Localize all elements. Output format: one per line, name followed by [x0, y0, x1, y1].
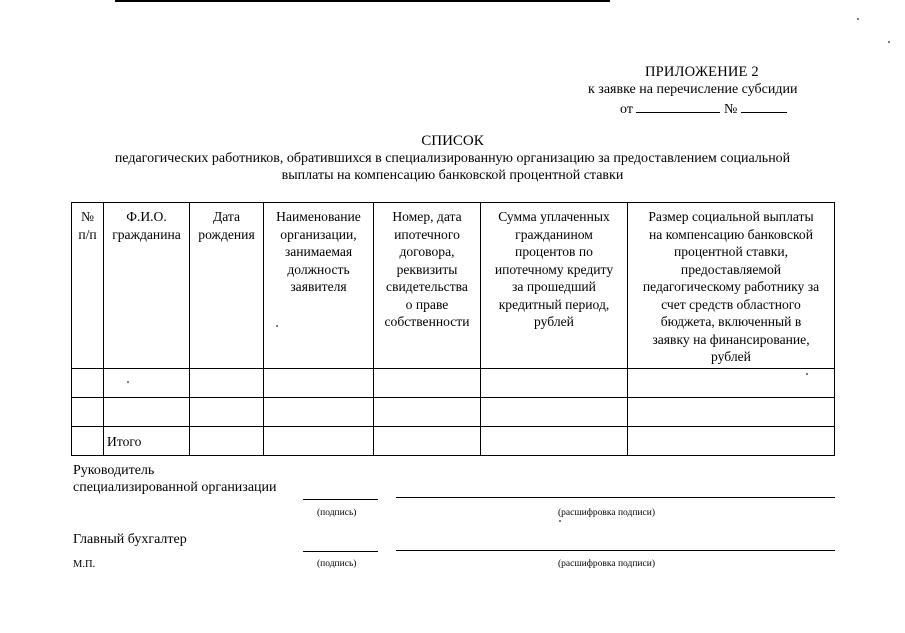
header-cell-full-name: Ф.И.О. гражданина: [104, 203, 190, 369]
table-cell: [374, 426, 481, 455]
accountant-title: Главный бухгалтер: [73, 532, 187, 547]
recipients-table: [71, 202, 835, 456]
appendix-reference: [620, 100, 787, 118]
ref-number-blank: [741, 100, 787, 113]
accountant-signature-caption: (подпись): [317, 559, 357, 569]
header-cell-number: № п/п: [72, 203, 104, 369]
table-cell: [190, 397, 264, 426]
table-cell: [374, 397, 481, 426]
table-cell: [481, 368, 628, 397]
table-cell: [190, 426, 264, 455]
table-cell: [628, 397, 835, 426]
table-row: [72, 368, 835, 397]
appendix-subtitle: к заявке на перечисление субсидии: [588, 82, 798, 97]
header-cell-interest-paid: Сумма уплаченных гражданином процентов по ипотечному кредиту за прошедший кредитный период, рублей: [481, 203, 628, 369]
table-cell: [628, 368, 835, 397]
table-row: [72, 397, 835, 426]
ref-date-blank: [636, 100, 720, 113]
table-cell: [190, 368, 264, 397]
table-cell: [374, 368, 481, 397]
table-cell: [481, 397, 628, 426]
head-signature-line: [303, 499, 378, 500]
header-cell-organization: Наименование организации, занимаемая должность заявителя: [264, 203, 374, 369]
table-cell: [104, 368, 190, 397]
stamp-place-label: М.П.: [73, 559, 96, 570]
document-subtitle-line-1: педагогических работников, обратившихся в специализированную организацию за предоставлением социальной: [114, 151, 791, 166]
header-cell-mortgage-contract: Номер, дата ипотечного договора, реквизиты свидетельства о праве собственности: [374, 203, 481, 369]
document-title: СПИСОК: [421, 133, 484, 149]
table-cell: [628, 426, 835, 455]
accountant-signature-line: [303, 551, 378, 552]
table-cell: [264, 397, 374, 426]
scan-top-edge-line: [115, 0, 610, 2]
scan-speck: [559, 520, 561, 522]
head-signature-caption: (подпись): [317, 508, 357, 518]
table-total-row: [72, 426, 835, 455]
table-cell: [264, 368, 374, 397]
header-cell-payment-amount: Размер социальной выплаты на компенсацию банковской процентной ставки, предоставляемой педагогическому работнику за счет средств областного бюджета, включенный в заявку на финансирование, рублей: [628, 203, 835, 369]
head-decode-line: [396, 497, 835, 498]
scan-speck: [888, 41, 890, 43]
table-cell: [104, 397, 190, 426]
table-cell: [264, 426, 374, 455]
scan-speck: [127, 381, 129, 383]
ref-from-label: от: [620, 102, 633, 117]
head-title-line-1: Руководитель: [73, 463, 155, 478]
scan-speck: [806, 373, 808, 375]
ref-number-label: №: [723, 102, 738, 117]
table-cell: [72, 397, 104, 426]
scan-speck: [857, 18, 859, 20]
table-cell: [481, 426, 628, 455]
head-title-line-2: специализированной организации: [73, 480, 277, 495]
accountant-decode-caption: (расшифровка подписи): [558, 559, 655, 569]
head-decode-caption: (расшифровка подписи): [558, 508, 655, 518]
header-cell-birth-date: Дата рождения: [190, 203, 264, 369]
table-cell: [72, 368, 104, 397]
appendix-title: ПРИЛОЖЕНИЕ 2: [645, 64, 759, 80]
table-header-row: [72, 203, 835, 369]
table-cell: [72, 426, 104, 455]
total-label: Итого: [104, 426, 190, 455]
accountant-decode-line: [396, 550, 835, 551]
document-subtitle-line-2: выплаты на компенсацию банковской процентной ставки: [281, 168, 624, 183]
scan-speck: [276, 325, 278, 327]
